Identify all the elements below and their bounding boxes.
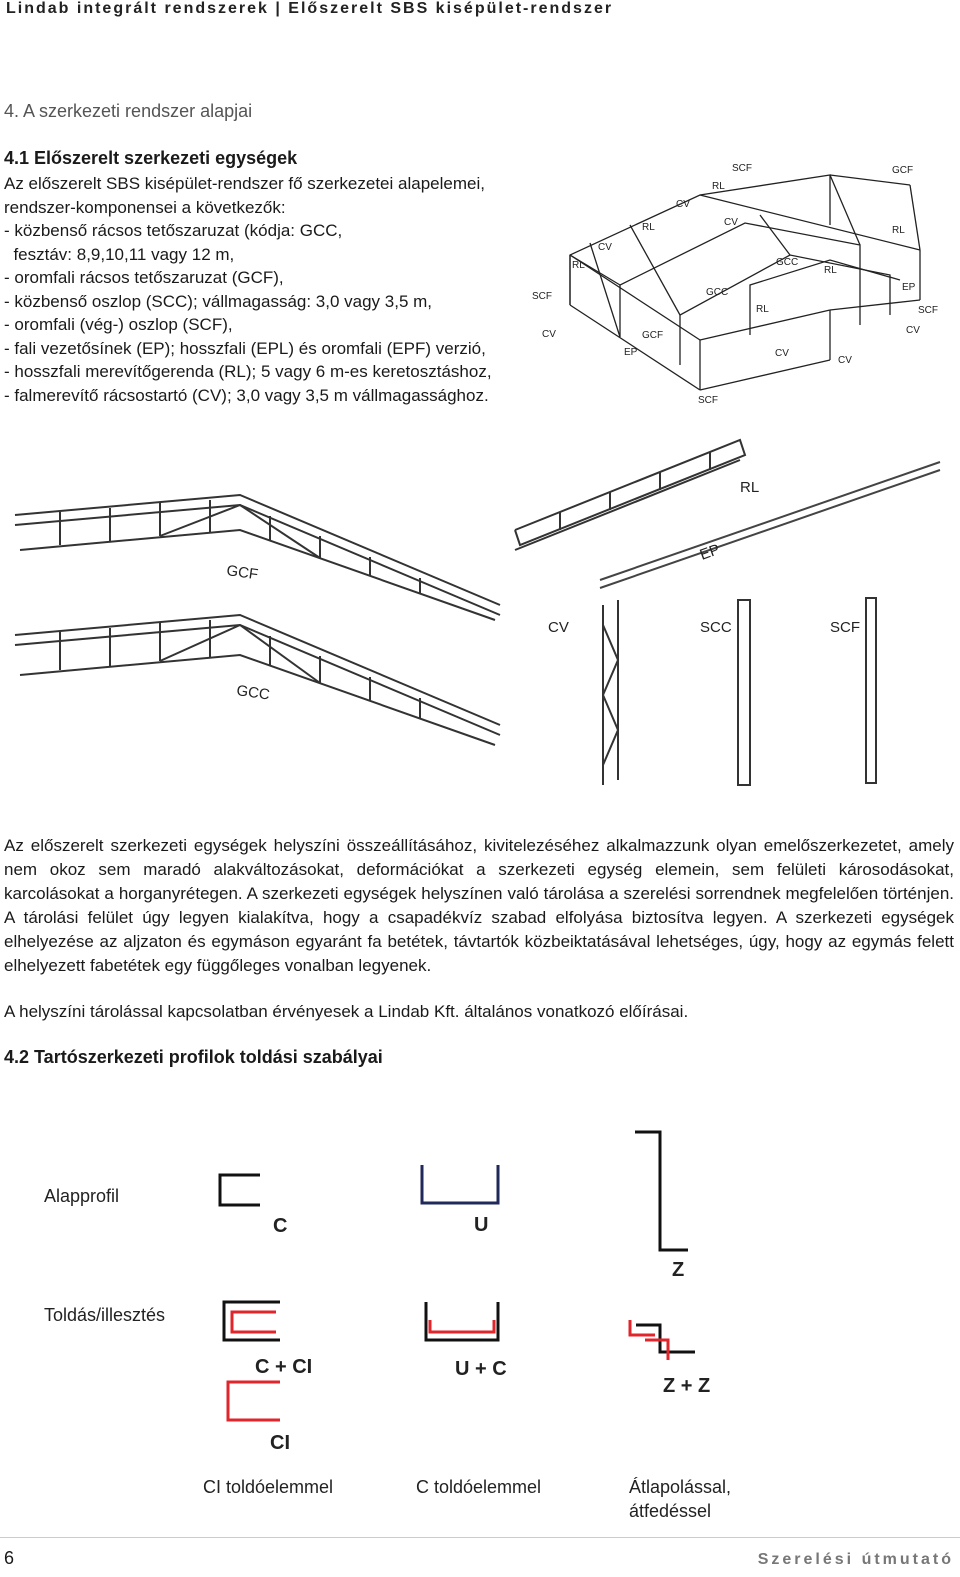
code-u: U [474,1214,489,1236]
label-gcf-component: GCF [225,562,260,584]
section-title: 4. A szerkezeti rendszer alapjai [4,101,253,121]
code-c: C [273,1215,288,1237]
subsection-title: 4.1 Előszerelt szerkezeti egységek [4,148,298,168]
code-u-c: U + C [455,1358,507,1380]
code-c-ci: C + CI [255,1356,313,1378]
intro-line: - oromfali (vég-) oszlop (SCF), [4,315,233,334]
row-label-joining: Toldás/illesztés [44,1305,166,1325]
label-scf: SCF [532,291,552,302]
intro-line: - oromfali rácsos tetőszaruzat (GCF), [4,268,284,287]
label-rl-component: RL [740,479,760,496]
label-scf: SCF [698,395,718,406]
c-ci-profile-shape [232,1312,276,1332]
intro-line: rendszer-komponensei a következők: [4,197,286,217]
intro-line: - fali vezetősínek (EP); hosszfali (EPL) és oromfali (EPF) verzió, [4,338,486,358]
subsection2-title: 4.2 Tartószerkezeti profilok toldási szabályai [4,1047,383,1067]
label-gcc-component: GCC [235,682,271,704]
label-cv: CV [676,199,690,210]
label-rl: RL [756,304,769,315]
c-profile-shape [220,1175,260,1205]
caption-overlap-2: átfedéssel [629,1501,712,1521]
paragraph-storage: Az előszerelt szerkezeti egységek helyszíni összeállításához, kivitelezéséhez alkalmazzunk olyan emelőszerkezetet, amely nem okoz sem maradó alakváltozásokat, deformációkat a szerkezeti egység elemein, sem felületi károsodásokat, karcolásokat a horganyrétegen. A szerkezeti egységek helyszínen való tárolása a szerelési sorrendnek megfelelően történjen. A tárolási felület úgy legyen kialakítva, hogy a csapadékvíz szabad elfolyása biztosítva legyen. A szerkezeti egységek elhelyezése az aljzaton és egymáson egyaránt fa betétek, távtartók közbeiktatásával lehetséges, úgy, hogy az egymás felett elhelyezett fabetétek egy függőleges vonalban legyenek. [4,836,954,975]
label-rl: RL [824,265,837,276]
label-cv: CV [542,329,556,340]
building-frame-diagram [530,155,960,415]
label-gcf: GCF [892,165,914,176]
label-cv: CV [906,325,920,336]
label-gcc: GCC [776,257,799,268]
label-rl: RL [892,225,905,236]
label-scf: SCF [732,163,752,174]
label-ep: EP [902,282,916,293]
intro-line: - közbenső rácsos tetőszaruzat (kódja: GCC, [4,221,343,240]
page-header: Lindab integrált rendszerek | Előszerelt SBS kisépület-rendszer [6,0,614,17]
label-ep-component: EP [697,540,723,564]
ci-profile-shape [228,1382,280,1420]
code-ci: CI [270,1432,290,1454]
label-cv: CV [724,217,738,228]
row-label-base-profile: Alapprofil [44,1186,120,1206]
caption-c: C toldóelemmel [416,1477,542,1497]
page-number: 6 [4,1548,15,1568]
code-z: Z [672,1259,685,1281]
label-cv: CV [838,355,852,366]
u-c-profile-shape [430,1320,494,1332]
label-ep: EP [624,347,638,358]
intro-line: - falmerevítő rácsostartó (CV); 3,0 vagy 3,5 m vállmagassághoz. [4,385,489,405]
label-gcf: GCF [642,330,664,341]
label-cv: CV [598,242,612,253]
z-profile-shape [635,1132,688,1250]
label-scf-component: SCF [830,619,860,636]
footer-title: Szerelési útmutató [757,1551,954,1568]
intro-list [4,172,564,407]
u-profile-shape [422,1165,498,1203]
paragraph-regulations: A helyszíni tárolással kapcsolatban érvényesek a Lindab Kft. általános vonatkozó előírásai. [4,1002,689,1021]
label-gcc: GCC [706,287,729,298]
footer-divider [0,1537,960,1538]
label-rl: RL [712,181,725,192]
code-z-z: Z + Z [663,1375,711,1397]
label-scf: SCF [918,305,938,316]
label-rl: RL [642,222,655,233]
caption-overlap-1: Átlapolással, [629,1477,732,1497]
label-cv-component: CV [548,619,569,636]
intro-line: Az előszerelt SBS kisépület-rendszer fő szerkezetei alapelemei, [4,174,485,193]
components-illustration [0,430,960,800]
label-cv: CV [775,348,789,359]
label-rl: RL [572,260,585,271]
label-scc-component: SCC [700,619,732,636]
intro-line: - közbenső oszlop (SCC); vállmagasság: 3,0 vagy 3,5 m, [4,291,433,311]
caption-ci: CI toldóelemmel [203,1477,334,1497]
intro-line: - hosszfali merevítőgerenda (RL); 5 vagy 6 m-es keretosztáshoz, [4,362,492,381]
intro-line: fesztáv: 8,9,10,11 vagy 12 m, [4,244,235,264]
